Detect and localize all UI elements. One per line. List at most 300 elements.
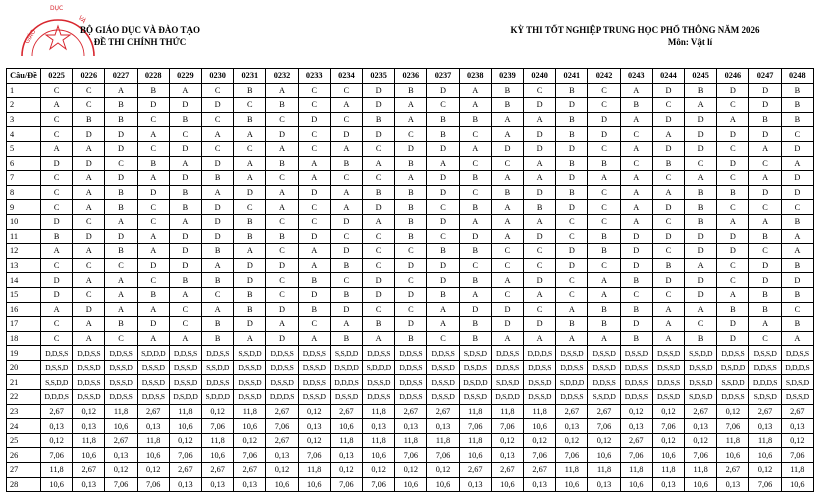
answer-cell: D [427,171,459,186]
answer-cell: D,S,S,D [459,390,491,405]
answer-cell: D [685,273,717,288]
answer-cell: A [491,200,523,215]
answer-cell: D [363,200,395,215]
answer-cell: 0,12 [717,404,749,419]
answer-cell: D,S,S,D [234,390,266,405]
answer-cell: B [491,83,523,98]
answer-cell: D,S,S,D [137,360,169,375]
answer-cell: A [781,229,813,244]
answer-cell: 11,8 [524,404,556,419]
answer-cell: B [620,98,652,113]
answer-cell: A [363,214,395,229]
answer-cell: A [105,287,137,302]
answer-cell: 0,12 [330,463,362,478]
answer-cell: D,S,S,D [234,375,266,390]
exam-code-header: 0238 [459,69,491,84]
answer-cell: 0,13 [137,419,169,434]
question-number: 23 [7,404,41,419]
answer-cell: D [652,273,684,288]
answer-cell: 0,12 [685,433,717,448]
answer-cell: 2,67 [234,463,266,478]
answer-cell: A [781,244,813,259]
answer-cell: A [685,258,717,273]
answer-cell: S,S,D,D [717,375,749,390]
answer-cell: 10,6 [781,477,813,492]
answer-cell: A [73,244,105,259]
answer-cell: D,S,S,D [427,390,459,405]
answer-cell: A [524,156,556,171]
answer-cell: 2,67 [717,463,749,478]
answer-cell: A [749,214,781,229]
answer-cell: D,S,S,D [298,390,330,405]
answer-cell: B [202,171,234,186]
answer-cell: 0,12 [363,463,395,478]
answer-cell: 0,13 [298,419,330,434]
answer-cell: B [620,273,652,288]
answer-cell: D [781,185,813,200]
table-row [7,214,814,229]
answer-cell: 7,06 [749,477,781,492]
answer-cell: D [266,127,298,142]
answer-cell: 0,12 [73,404,105,419]
answer-cell: 11,8 [749,433,781,448]
answer-cell: 0,13 [620,419,652,434]
answer-cell: A [717,214,749,229]
answer-cell: D [459,302,491,317]
answer-cell: A [73,331,105,346]
answer-cell: A [652,185,684,200]
answer-cell: S,D,D,D [202,390,234,405]
answer-cell: D [556,200,588,215]
answer-cell: C [298,214,330,229]
answer-cell: D [620,258,652,273]
answer-cell: D [588,127,620,142]
answer-cell: 0,13 [781,419,813,434]
answer-cell: 2,67 [459,463,491,478]
answer-cell: C [266,273,298,288]
answer-cell: C [137,214,169,229]
answer-cell: A [459,287,491,302]
answer-cell: B [330,287,362,302]
answer-cell: D [556,141,588,156]
answer-cell: D,S,S,D [427,375,459,390]
answer-cell: 0,12 [266,463,298,478]
answer-cell: D [685,127,717,142]
exam-code-header: 0236 [395,69,427,84]
answer-cell: C [298,127,330,142]
answer-cell: D [652,141,684,156]
answer-cell: B [781,112,813,127]
exam-code-header: 0243 [620,69,652,84]
answer-cell: 10,6 [202,448,234,463]
answer-cell: A [524,214,556,229]
answer-cell: D [330,127,362,142]
answer-cell: C [781,302,813,317]
answer-cell: D,D,S,S [105,390,137,405]
answer-cell: D,D,D,S [41,390,73,405]
answer-cell: A [169,83,201,98]
answer-cell: D,D,S,S [105,346,137,361]
answer-cell: D [427,83,459,98]
answer-cell: C [781,127,813,142]
answer-cell: B [202,273,234,288]
answer-cell: 11,8 [395,433,427,448]
answer-cell: B [234,287,266,302]
answer-cell: A [395,112,427,127]
answer-cell: 2,67 [330,404,362,419]
answer-cell: S,S,D,D [202,360,234,375]
answer-cell: A [266,141,298,156]
exam-code-header: 0225 [41,69,73,84]
answer-cell: A [524,171,556,186]
answer-cell: 7,06 [685,448,717,463]
answer-cell: B [652,258,684,273]
answer-cell: A [620,185,652,200]
table-row [7,346,814,361]
exam-code-header: 0231 [234,69,266,84]
answer-cell: D,D,S,S [524,360,556,375]
answer-cell: D [73,302,105,317]
answer-cell: B [395,83,427,98]
answer-cell: A [491,112,523,127]
answer-cell: D [41,287,73,302]
answer-cell: A [459,214,491,229]
answer-cell: D,D,S,S [749,360,781,375]
answer-cell: D,S,D,D [491,390,523,405]
ministry-block [40,24,240,48]
answer-cell: 0,13 [266,448,298,463]
answer-cell: 7,06 [330,477,362,492]
answer-cell: D [652,200,684,215]
answer-cell: C [266,171,298,186]
answer-cell: 0,13 [556,419,588,434]
answer-cell: 2,67 [556,404,588,419]
answer-cell: D [459,229,491,244]
answer-cell: 0,13 [234,477,266,492]
answer-cell: 10,6 [652,448,684,463]
answer-cell: C [105,331,137,346]
answer-cell: A [524,112,556,127]
answer-cell: D,D,S,S [395,390,427,405]
answer-cell: D [749,273,781,288]
answer-cell: D,S,S,D [266,375,298,390]
answer-cell: C [41,185,73,200]
answer-cell: A [491,331,523,346]
answer-cell: D,D,D,S [330,375,362,390]
answer-cell: A [459,83,491,98]
question-number: 26 [7,448,41,463]
answer-cell: S,S,D,D [330,346,362,361]
answer-cell: A [620,171,652,186]
answer-cell: B [234,229,266,244]
table-row [7,127,814,142]
answer-cell: A [427,302,459,317]
answer-cell: A [330,141,362,156]
answer-cell: C [298,141,330,156]
svg-text:GIÁO: GIÁO [23,28,38,45]
answer-cell: D [524,229,556,244]
answer-cell: B [330,258,362,273]
svg-text:DỤC: DỤC [50,5,64,12]
answer-cell: D [588,112,620,127]
question-number: 10 [7,214,41,229]
answer-cell: B [330,331,362,346]
answer-cell: D,S,S,D [652,390,684,405]
answer-cell: 2,67 [169,463,201,478]
answer-cell: A [105,83,137,98]
answer-cell: C [395,273,427,288]
answer-cell: C [234,200,266,215]
answer-cell: D,D,S,S [620,360,652,375]
answer-cell: 11,8 [588,463,620,478]
table-row [7,200,814,215]
table-row [7,273,814,288]
answer-cell: 11,8 [556,463,588,478]
answer-cell: D,S,S,D [363,375,395,390]
answer-cell: D [234,273,266,288]
answer-cell: D [105,229,137,244]
answer-cell: 0,13 [41,419,73,434]
answer-cell: 2,67 [427,404,459,419]
answer-cell: A [556,302,588,317]
answer-cell: D,S,S,D [234,360,266,375]
answer-cell: B [781,214,813,229]
answer-cell: B [781,258,813,273]
answer-cell: D,S,S,D [652,360,684,375]
answer-cell: A [169,156,201,171]
answer-cell: B [781,317,813,332]
answer-cell: D,D,S,S [395,346,427,361]
answer-cell: C [427,200,459,215]
exam-code-header: 0227 [105,69,137,84]
question-number: 22 [7,390,41,405]
exam-code-header: 0234 [330,69,362,84]
answer-cell: 10,6 [41,477,73,492]
answer-cell: 11,8 [202,433,234,448]
answer-cell: A [298,244,330,259]
answer-cell: A [652,317,684,332]
question-number: 15 [7,287,41,302]
answer-cell: A [491,214,523,229]
answer-cell: A [491,229,523,244]
answer-cell: A [298,156,330,171]
answer-cell: D,S,D,D [717,360,749,375]
answer-cell: A [685,302,717,317]
answer-cell: 0,13 [459,477,491,492]
answer-cell: D [363,98,395,113]
answer-cell: D [105,171,137,186]
answer-cell: 0,12 [491,433,523,448]
answer-cell: A [73,200,105,215]
answer-cell: D [781,171,813,186]
answer-cell: B [202,244,234,259]
exam-code-header: 0226 [73,69,105,84]
answer-cell: 10,6 [266,477,298,492]
answer-cell: A [491,127,523,142]
answer-cell: C [41,317,73,332]
answer-cell: C [169,302,201,317]
answer-cell: C [652,98,684,113]
answer-cell: D,S,S,D [105,360,137,375]
table-row [7,375,814,390]
table-row [7,156,814,171]
answer-cell: C [363,258,395,273]
table-row [7,83,814,98]
answer-cell: C [588,141,620,156]
answer-cell: D,S,S,D [73,360,105,375]
answer-cell: A [717,112,749,127]
answer-cell: B [749,302,781,317]
answer-cell: C [73,83,105,98]
answer-cell: D,D,S,S [202,346,234,361]
exam-subject: Môn: Vật lí [667,37,713,47]
answer-cell: C [298,317,330,332]
answer-cell: D,S,S,D [620,346,652,361]
answer-cell: C [298,200,330,215]
answer-cell: 0,12 [202,404,234,419]
exam-code-header: 0239 [491,69,523,84]
answer-cell: C [524,244,556,259]
answer-cell: A [137,302,169,317]
answer-cell: C [717,200,749,215]
question-number: 21 [7,375,41,390]
answer-cell: 0,12 [298,404,330,419]
answer-cell: D [298,112,330,127]
answer-cell: 7,06 [524,448,556,463]
answer-cell: 10,6 [459,448,491,463]
answer-cell: D,S,S,D [169,375,201,390]
answer-cell: C [524,83,556,98]
answer-cell: 10,6 [105,419,137,434]
answer-cell: D,S,S,D [41,360,73,375]
answer-cell: D,D,S,S [781,346,813,361]
answer-cell: A [41,302,73,317]
answer-cell: C [395,244,427,259]
answer-cell: C [781,200,813,215]
answer-cell: B [169,112,201,127]
answer-cell: A [459,141,491,156]
answer-cell: D [202,214,234,229]
question-number: 7 [7,171,41,186]
answer-cell: D [137,185,169,200]
answer-cell: 11,8 [491,404,523,419]
answer-cell: A [652,127,684,142]
answer-cell: D [749,258,781,273]
answer-cell: 11,8 [41,463,73,478]
answer-cell: A [717,287,749,302]
answer-cell: 11,8 [685,463,717,478]
answer-cell: D,D,S,S [556,390,588,405]
answer-cell: C [395,302,427,317]
answer-cell: D [491,317,523,332]
answer-cell: C [491,156,523,171]
answer-cell: 0,13 [395,419,427,434]
answer-cell: C [588,214,620,229]
answer-cell: 2,67 [524,463,556,478]
answer-cell: D,S,S,D [298,360,330,375]
answer-cell: D,D,S,S [266,346,298,361]
answer-cell: B [749,229,781,244]
answer-cell: B [620,302,652,317]
answer-cell: B [395,200,427,215]
answer-cell: D [652,229,684,244]
answer-cell: C [169,127,201,142]
exam-title: KỲ THI TỐT NGHIỆP TRUNG HỌC PHỔ THÔNG NĂM 2026 [510,25,760,35]
answer-cell: B [524,200,556,215]
question-number: 27 [7,463,41,478]
answer-cell: D,S,S,D [524,390,556,405]
answer-cell: C [73,258,105,273]
answer-cell: 2,67 [781,404,813,419]
answer-cell: 11,8 [298,463,330,478]
answer-cell: D,D,S,S [427,346,459,361]
answer-cell: C [685,156,717,171]
answer-cell: D [652,112,684,127]
exam-code-header: 0246 [717,69,749,84]
answer-cell: D [556,258,588,273]
answer-cell: 0,12 [524,433,556,448]
exam-code-header: 0229 [169,69,201,84]
answer-cell: D [652,83,684,98]
answer-cell: B [459,273,491,288]
answer-cell: 10,6 [363,448,395,463]
question-number: 28 [7,477,41,492]
answer-cell: B [266,229,298,244]
exam-type: ĐỀ THI CHÍNH THỨC [93,37,187,47]
answer-cell: D [685,141,717,156]
answer-cell: A [105,273,137,288]
answer-cell: D,D,S,S [363,346,395,361]
answer-cell: D [427,258,459,273]
answer-cell: A [41,141,73,156]
answer-cell: A [266,185,298,200]
answer-cell: D [556,98,588,113]
answer-cell: A [330,200,362,215]
answer-cell: D,D,S,S [363,390,395,405]
answer-cell: D,D,S,S [717,390,749,405]
answer-cell: 0,12 [41,433,73,448]
answer-cell: S,D,S,D [491,375,523,390]
answer-cell: C [363,229,395,244]
answer-cell: D [363,83,395,98]
answer-cell: 2,67 [395,404,427,419]
answer-cell: A [427,317,459,332]
answer-cell: D [749,185,781,200]
answer-cell: 0,13 [330,448,362,463]
answer-cell: 2,67 [685,404,717,419]
question-number: 4 [7,127,41,142]
answer-cell: D [137,317,169,332]
answer-cell: 0,12 [169,433,201,448]
answer-cell: D,D,S,S [556,360,588,375]
answer-cell: B [234,83,266,98]
answer-cell: A [137,229,169,244]
answer-cell: C [459,156,491,171]
question-number: 18 [7,331,41,346]
exam-code-header: 0245 [685,69,717,84]
answer-cell: 0,12 [781,433,813,448]
answer-cell: 0,12 [588,433,620,448]
answer-cell: A [781,156,813,171]
answer-cell: 7,06 [717,419,749,434]
answer-cell: D [169,258,201,273]
answer-cell: D [427,273,459,288]
answer-cell: C [266,244,298,259]
answer-cell: B [363,185,395,200]
answer-cell: 0,13 [202,477,234,492]
answer-cell: C [73,287,105,302]
answer-cell: A [652,331,684,346]
